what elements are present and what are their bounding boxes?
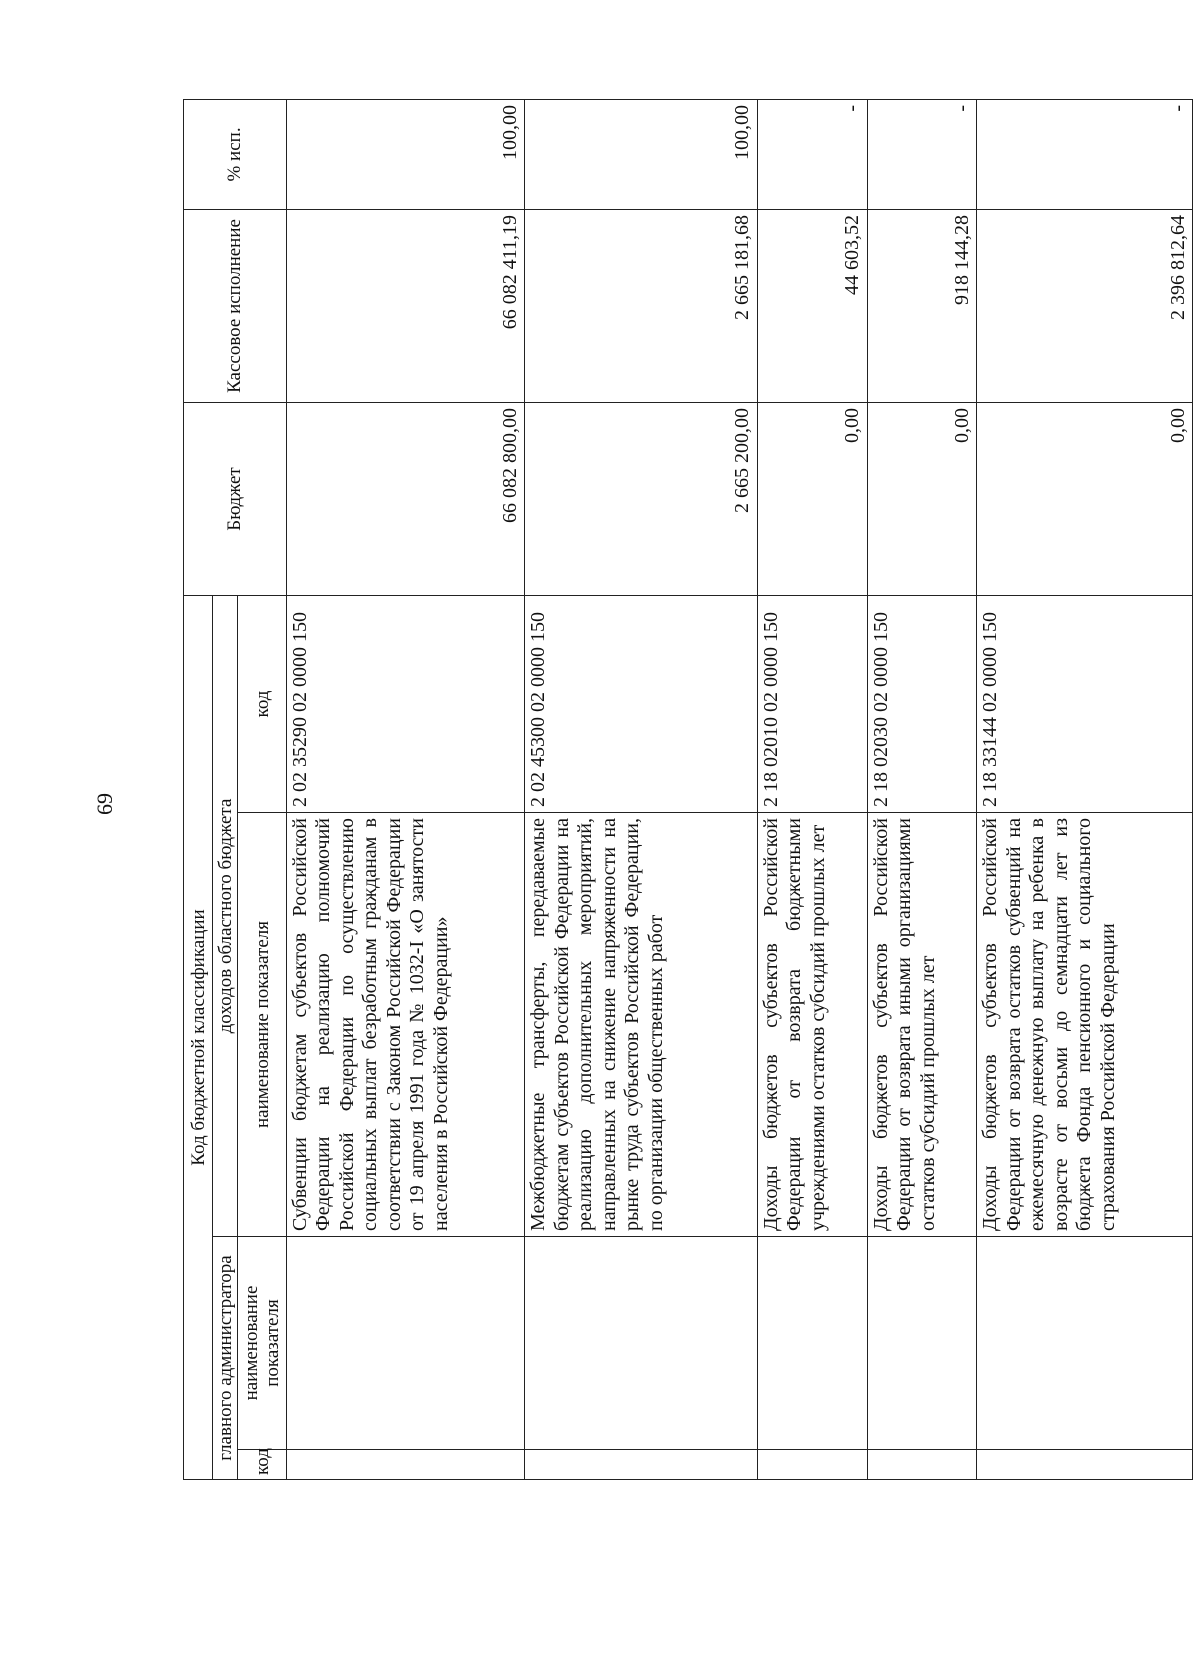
row-admin-name: [525, 1237, 758, 1450]
header-indicator-name: наименование показателя: [238, 1237, 287, 1450]
row-code: 2 18 02010 02 0000 150: [757, 595, 867, 812]
row-percent: 100,00: [525, 99, 758, 209]
header-percent: % исп.: [184, 99, 287, 209]
table-row: [977, 99, 1193, 1479]
row-budget: 2 665 200,00: [525, 402, 758, 595]
header-budget: Бюджет: [184, 402, 287, 595]
header-classification: Код бюджетной классификации: [184, 595, 213, 1479]
row-admin-code: [977, 1450, 1193, 1480]
rotated-document: [183, 100, 1193, 1480]
row-admin-name: [757, 1237, 867, 1450]
row-cash: 44 603,52: [757, 209, 867, 402]
page-number: 69: [92, 793, 117, 815]
row-name: Субвенции бюджетам субъектов Российской Федерации на реализацию полномочий Российской Федерации по осуществлению социальных выплат безработным гражданам в соответствии с Законом Российской Федерации от 19 апреля 1991 года № 1032-I «О занятости населения в Российской Федерации»: [286, 813, 524, 1237]
header-chief-admin: главного администратора: [213, 1237, 238, 1480]
header-regional-income: доходов областного бюджета: [213, 595, 238, 1236]
row-cash: 2 396 812,64: [977, 209, 1193, 402]
row-name: Доходы бюджетов субъектов Российской Федерации от возврата остатков субвенций на ежемесячную денежную выплату на ребенка в возрасте от восьми до семнадцати лет из бюджета Фонда пенсионного и социального страхования Российской Федерации: [977, 813, 1193, 1237]
table-row: [757, 99, 867, 1479]
row-name: Доходы бюджетов субъектов Российской Федерации от возврата бюджетными учреждениями остатков субсидий прошлых лет: [757, 813, 867, 1237]
row-cash: 2 665 181,68: [525, 209, 758, 402]
row-code: 2 02 45300 02 0000 150: [525, 595, 758, 812]
budget-table: [183, 99, 1193, 1480]
table-row: [286, 99, 524, 1479]
row-admin-code: [286, 1450, 524, 1480]
table-row: [867, 99, 977, 1479]
row-code: 2 18 33144 02 0000 150: [977, 595, 1193, 812]
row-percent: -: [867, 99, 977, 209]
row-budget: 66 082 800,00: [286, 402, 524, 595]
row-admin-name: [286, 1237, 524, 1450]
row-budget: 0,00: [867, 402, 977, 595]
row-admin-code: [867, 1450, 977, 1480]
row-admin-code: [525, 1450, 758, 1480]
row-name: Доходы бюджетов субъектов Российской Федерации от возврата иными организациями остатков субсидий прошлых лет: [867, 813, 977, 1237]
row-percent: -: [977, 99, 1193, 209]
row-admin-name: [867, 1237, 977, 1450]
row-code: 2 18 02030 02 0000 150: [867, 595, 977, 812]
row-cash: 66 082 411,19: [286, 209, 524, 402]
row-name: Межбюджетные трансферты, передаваемые бюджетам субъектов Российской Федерации на реализацию дополнительных мероприятий, направленных на снижение напряженности на рынке труда субъектов Российской Федерации, по организации общественных работ: [525, 813, 758, 1237]
row-admin-code: [757, 1450, 867, 1480]
row-budget: 0,00: [977, 402, 1193, 595]
row-code: 2 02 35290 02 0000 150: [286, 595, 524, 812]
table-row: [525, 99, 758, 1479]
row-percent: 100,00: [286, 99, 524, 209]
header-income-code: код: [238, 595, 287, 812]
row-admin-name: [977, 1237, 1193, 1450]
row-cash: 918 144,28: [867, 209, 977, 402]
header-code: код: [238, 1450, 287, 1480]
header-income-name: наименование показателя: [238, 813, 287, 1237]
row-budget: 0,00: [757, 402, 867, 595]
row-percent: -: [757, 99, 867, 209]
header-cash-execution: Кассовое исполнение: [184, 209, 287, 402]
